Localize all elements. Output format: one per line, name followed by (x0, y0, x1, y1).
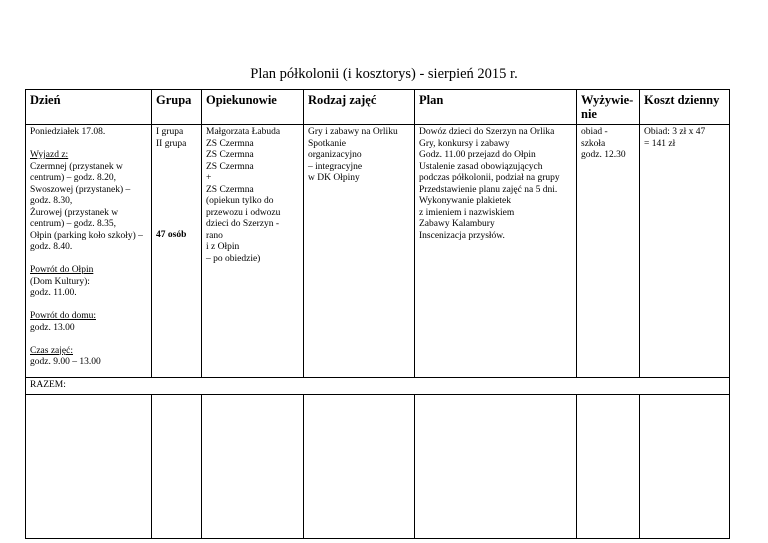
text-line: – po obiedzie) (206, 253, 261, 264)
text-line: Dowóz dzieci do Szerzyn na Orlika (419, 127, 555, 137)
header-day: Dzień (26, 90, 152, 125)
text-line: obiad - (581, 127, 608, 137)
text-line: szkoła (581, 138, 606, 149)
header-activity-type: Rodzaj zajęć (304, 90, 415, 125)
group-lines (156, 127, 197, 150)
text-line: przewozu i odwozu (206, 207, 281, 218)
return-lines (30, 277, 147, 300)
text-line: w DK Ołpiny (308, 173, 360, 183)
header-meals (577, 90, 640, 125)
text-line: II grupa (156, 138, 187, 149)
home-label: Powrót do domu: (30, 311, 96, 321)
text-line: = 141 zł (644, 138, 676, 149)
text-line: I grupa (156, 127, 184, 137)
empty-cell (304, 394, 415, 538)
departure-label: Wyjazd z: (30, 150, 69, 160)
empty-cell (152, 394, 202, 538)
departure-lines (30, 162, 147, 254)
text-line: Gry, konkursy i zabawy (419, 138, 510, 149)
text-line: Gry i zabawy na Orliku (308, 127, 398, 137)
group-cell (152, 125, 202, 378)
empty-row (26, 394, 730, 538)
text-line: (opiekun tylko do (206, 196, 274, 206)
empty-cell (202, 394, 304, 538)
total-row (26, 378, 730, 395)
text-line: ZS Czermna (206, 138, 254, 149)
empty-cell (26, 394, 152, 538)
day-date: Poniedziałek 17.08. (30, 127, 106, 137)
plan-lines (419, 127, 572, 242)
day-cell (26, 125, 152, 378)
text-line: dzieci do Szerzyn - (206, 219, 280, 229)
total-label: RAZEM: (26, 378, 730, 395)
caretakers-lines (206, 127, 299, 265)
empty-cell (415, 394, 577, 538)
text-line: i z Ołpin (206, 242, 240, 252)
text-line: centrum) – godz. 8.20, (30, 173, 117, 183)
header-row (26, 90, 730, 125)
empty-cell (640, 394, 730, 538)
text-line: Ustalenie zasad obowiązujących (419, 161, 543, 172)
text-line: Inscenizacja przysłów. (419, 230, 505, 241)
header-group: Grupa (152, 90, 202, 125)
text-line: z imieniem i nazwiskiem (419, 207, 515, 218)
text-line: rano (206, 230, 223, 241)
text-line: Swoszowej (przystanek) – (30, 184, 131, 195)
text-line: Godz. 11.00 przejazd do Ołpin (419, 150, 536, 160)
text-line: Ołpin (parking koło szkoły) – (30, 230, 143, 241)
page-title: Plan półkolonii (i kosztorys) - sierpień 2015 r. (250, 66, 518, 82)
text-line: godz. 13.00 (30, 322, 75, 333)
header-daily-cost: Koszt dzienny (640, 90, 730, 125)
activity-type-cell (304, 125, 415, 378)
text-line: Żurowej (przystanek w (30, 207, 119, 218)
text-line: godz. 12.30 (581, 150, 626, 160)
text-line: Czermnej (przystanek w (30, 161, 123, 172)
home-lines (30, 323, 147, 335)
text-line: godz. 9.00 – 13.00 (30, 357, 101, 367)
cost-cell (640, 125, 730, 378)
plan-table (25, 89, 730, 539)
text-line: ZS Czermna (206, 150, 254, 160)
time-lines (30, 357, 147, 369)
text-line: centrum) – godz. 8.35, (30, 219, 117, 229)
group-count: 47 osób (156, 230, 187, 240)
header-meals-line2: nie (581, 107, 597, 121)
time-label: Czas zajęć: (30, 345, 73, 356)
text-line: – integracyjne (308, 161, 363, 172)
text-line: podczas półkolonii, podział na grupy (419, 173, 560, 183)
text-line: godz. 8.40. (30, 242, 73, 252)
cost-lines (644, 127, 725, 150)
activity-type-lines (308, 127, 410, 185)
meals-lines (581, 127, 635, 162)
text-line: organizacyjno (308, 150, 362, 160)
header-plan: Plan (415, 90, 577, 125)
table-row (26, 125, 730, 378)
text-line: + (206, 173, 212, 183)
text-line: ZS Czermna (206, 184, 254, 195)
header-meals-line1: Wyżywie- (581, 93, 634, 107)
text-line: Zabawy Kalambury (419, 219, 495, 229)
text-line: ZS Czermna (206, 161, 254, 172)
meals-cell (577, 125, 640, 378)
text-line: Spotkanie (308, 138, 346, 149)
header-caretakers: Opiekunowie (202, 90, 304, 125)
caretakers-cell (202, 125, 304, 378)
text-line: Przedstawienie planu zajęć na 5 dni. (419, 184, 558, 195)
text-line: Obiad: 3 zł x 47 (644, 127, 706, 137)
text-line: (Dom Kultury): (30, 276, 90, 287)
text-line: Wykonywanie plakietek (419, 196, 512, 206)
text-line: godz. 11.00. (30, 288, 77, 298)
plan-cell (415, 125, 577, 378)
empty-cell (577, 394, 640, 538)
text-line: Małgorzata Łabuda (206, 127, 281, 137)
return-label: Powrót do Ołpin (30, 265, 94, 275)
text-line: godz. 8.30, (30, 196, 73, 206)
